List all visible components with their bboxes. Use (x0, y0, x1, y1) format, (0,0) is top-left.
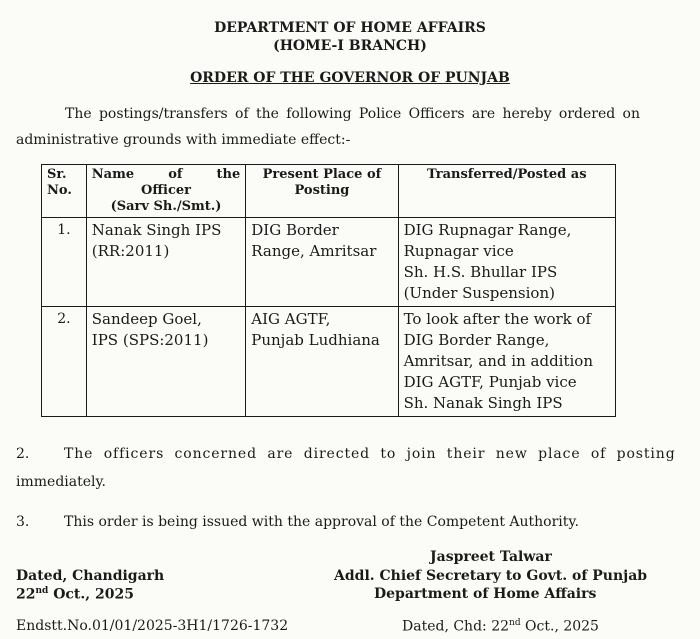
footer-dated-prefix: Dated, Chd: 22 (402, 618, 510, 635)
transferred-line4: DIG AGTF, Punjab vice (403, 373, 577, 391)
dated-day: 22 (16, 586, 36, 603)
officer-name: Nanak Singh IPS (91, 221, 222, 239)
para3 (16, 514, 579, 530)
present-line2: Punjab Ludhiana (251, 331, 380, 349)
officer-batch: IPS (SPS:2011) (91, 331, 209, 349)
header-transferred: Transferred/Posted as (398, 165, 615, 218)
branch-heading: (HOME-I BRANCH) (273, 38, 427, 54)
officer-batch: (RR:2011) (91, 242, 170, 260)
row-sr: 2. (42, 307, 87, 417)
signatory-designation: Addl. Chief Secretary to Govt. of Punjab (334, 568, 648, 584)
dated-suffix: nd (35, 586, 49, 596)
header-name-word2: of (168, 167, 183, 182)
header-name-line2: Officer (141, 183, 191, 198)
present-line1: AIG AGTF, (251, 310, 331, 328)
para2-line1 (16, 446, 676, 462)
order-title-text: ORDER OF THE GOVERNOR OF PUNJAB (190, 70, 510, 86)
postings-table (41, 164, 616, 417)
para1-line2: administrative grounds with immediate effect:- (16, 132, 351, 148)
signatory-department: Department of Home Affairs (374, 586, 597, 602)
table-row (42, 307, 616, 417)
row-officer (86, 307, 245, 417)
dated-month-year: Oct., 2025 (48, 586, 134, 603)
header-name-line1 (92, 167, 240, 183)
transferred-line1: To look after the work of (403, 310, 592, 328)
transferred-line4: (Under Suspension) (403, 284, 555, 302)
endorsement-number: Endstt.No.01/01/2025-3H1/1726-1732 (16, 618, 289, 634)
footer-dated (402, 618, 599, 635)
order-title (0, 70, 700, 86)
row-officer (86, 218, 245, 307)
header-officer-name (86, 165, 245, 218)
signatory-name: Jaspreet Talwar (430, 549, 552, 565)
transferred-line1: DIG Rupnagar Range, (403, 221, 572, 239)
para2-line2: immediately. (16, 474, 106, 490)
para2-number: 2. (16, 446, 30, 462)
para3-number: 3. (16, 514, 30, 530)
transferred-line5: Sh. Nanak Singh IPS (403, 394, 563, 412)
header-sr-no: Sr. No. (42, 165, 87, 218)
present-line2: Range, Amritsar (251, 242, 377, 260)
footer-dated-suffix: nd (509, 618, 521, 628)
header-present-posting: Present Place of Posting (246, 165, 398, 218)
row-sr: 1. (42, 218, 87, 307)
footer-dated-rest: Oct., 2025 (520, 618, 599, 635)
officer-name: Sandeep Goel, (91, 310, 202, 328)
transferred-line2: Rupnagar vice (403, 242, 514, 260)
transferred-line3: Sh. H.S. Bhullar IPS (403, 263, 558, 281)
row-transferred (398, 218, 615, 307)
row-transferred (398, 307, 615, 417)
para1-line1: The postings/transfers of the following Police Officers are hereby ordered on (65, 106, 640, 122)
department-heading: DEPARTMENT OF HOME AFFAIRS (214, 20, 486, 36)
present-line1: DIG Border (251, 221, 339, 239)
transferred-line2: DIG Border Range, (403, 331, 550, 349)
header-name-line3: (Sarv Sh./Smt.) (110, 199, 222, 214)
para2-text: The officers concerned are directed to join their new place of posting (64, 446, 676, 462)
transferred-line3: Amritsar, and in addition (403, 352, 593, 370)
table-row (42, 218, 616, 307)
dated-place: Dated, Chandigarh (16, 568, 165, 584)
row-present (246, 307, 398, 417)
row-present (246, 218, 398, 307)
para3-text: This order is being issued with the approval of the Competent Authority. (64, 514, 579, 530)
header-name-word1: Name (91, 167, 135, 182)
table-header-row (42, 165, 616, 218)
header-name-word3: the (216, 167, 241, 182)
dated-date (16, 586, 134, 603)
